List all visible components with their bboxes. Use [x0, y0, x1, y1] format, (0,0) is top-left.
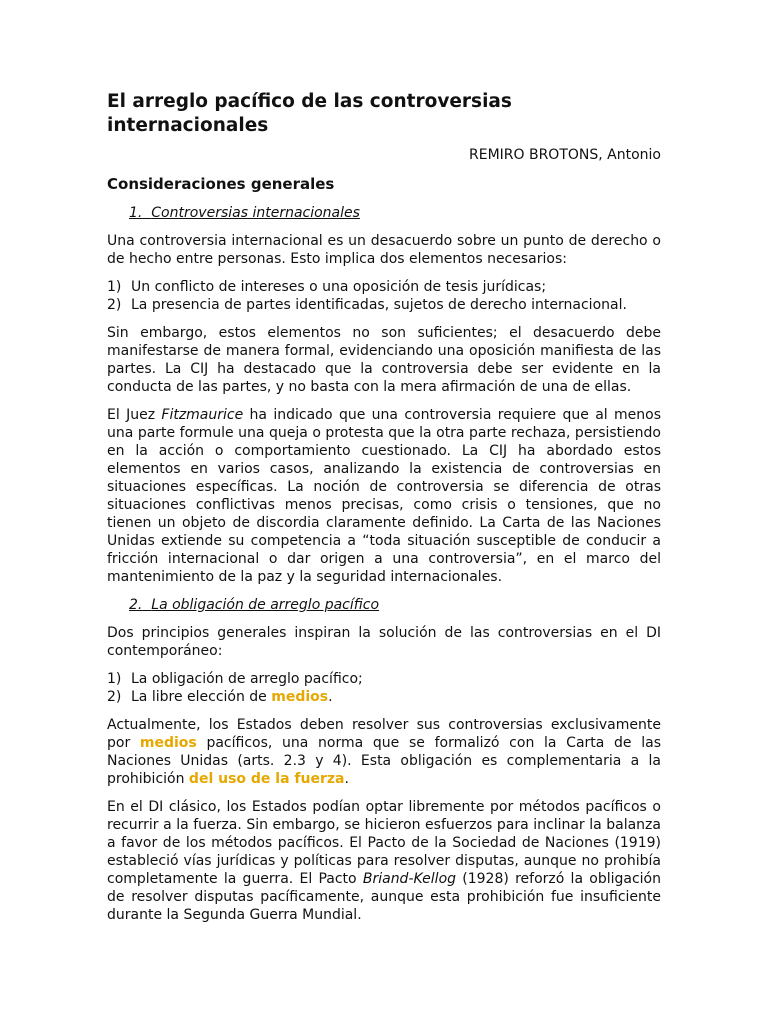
highlighted-link-medios[interactable]: medios [139, 735, 197, 751]
paragraph-5-text-a: Actualmente, los Estados deben resolver sus controversias exclusivamente por [107, 717, 661, 751]
paragraph-5-text-c: . [344, 771, 349, 787]
list-item-text: La libre elección de [131, 689, 272, 705]
document-title: El arreglo pacífico de las controversias internacionales [107, 91, 512, 136]
list-item-text-end: . [328, 689, 333, 705]
section-2-title: La obligación de arreglo pacífico [151, 597, 380, 613]
pact-name: Briand-Kellog [362, 871, 457, 887]
paragraph-6-text-a: En el DI clásico, los Estados podían optar libremente por métodos pacíficos o recurrir a la fuerza. Sin embargo, se hicieron esfuerzos para inclinar la balanza a favor de los métodos pacíficos. El Pacto de la Sociedad de Naciones (1919) estableció vías jurídicas y políticas para resolver disputas, aunque no prohibía completamente la guerra. El Pacto [107, 799, 661, 887]
paragraph-1: Una controversia internacional es un desacuerdo sobre un punto de derecho o de hecho entre personas. Esto implica dos elementos necesarios: [107, 233, 661, 267]
document-body [107, 90, 661, 934]
paragraph-3 [107, 406, 661, 586]
paragraph-5 [107, 716, 661, 788]
list-item-text: Un conflicto de intereses o una oposición de tesis jurídicas; [131, 279, 547, 295]
highlighted-link-uso-fuerza[interactable]: del uso de la fuerza [188, 771, 345, 787]
paragraph-6 [107, 798, 661, 924]
list-1 [107, 278, 661, 314]
highlighted-link-medios[interactable]: medios [271, 689, 329, 705]
list-2 [107, 670, 661, 706]
paragraph-3-text-b: ha indicado que una controversia requiere que al menos una parte formule una queja o protesta que la otra parte rechaza, persistiendo en la acción o comportamiento cuestionado. La CIJ ha abordado estos elementos en varios casos, analizando la existencia de controversias en situaciones específicas. La noción de controversia se diferencia de otras situaciones conflictivas menos precisas, como crisis o tensiones, que no tienen un objeto de discordia claramente definido. La Carta de las Naciones Unidas extiende su competencia a “toda situación susceptible de conducir a fricción internacional o dar origen a una controversia”, en el marco del mantenimiento de la paz y la seguridad internacionales. [107, 407, 661, 585]
list-item-number: 2) [107, 297, 122, 313]
author-line: REMIRO BROTONS, Antonio [469, 147, 661, 163]
list-item-number: 2) [107, 689, 122, 705]
section-2-number: 2. [129, 597, 143, 613]
list-item-number: 1) [107, 671, 122, 687]
paragraph-6-text-b: (1928) reforzó la obligación de resolver disputas pacíficamente, aunque esta prohibición fue insuficiente durante la Segunda Guerra Mundial. [107, 871, 661, 923]
section-1-number: 1. [129, 205, 143, 221]
section-2-heading [129, 596, 661, 614]
list-item [107, 688, 661, 706]
section-1-heading [129, 204, 661, 222]
list-item [107, 278, 661, 296]
paragraph-4: Dos principios generales inspiran la solución de las controversias en el DI contemporáneo: [107, 625, 661, 659]
general-heading: Consideraciones generales [107, 175, 335, 193]
judge-name: Fitzmaurice [161, 407, 244, 423]
list-item-number: 1) [107, 279, 122, 295]
list-item-text: La presencia de partes identificadas, sujetos de derecho internacional. [131, 297, 627, 313]
paragraph-2: Sin embargo, estos elementos no son suficientes; el desacuerdo debe manifestarse de manera formal, evidenciando una oposición manifiesta de las partes. La CIJ ha destacado que la controversia debe ser evidente en la conducta de las partes, y no basta con la mera afirmación de una de ellas. [107, 325, 661, 395]
list-item-text: La obligación de arreglo pacífico; [131, 671, 363, 687]
section-1-title: Controversias internacionales [151, 205, 360, 221]
paragraph-3-text-a: El Juez [107, 407, 162, 423]
paragraph-5-text-b: pacíficos, una norma que se formalizó con la Carta de las Naciones Unidas (arts. 2.3 y 4). Esta obligación es complementaria a la prohibición [107, 735, 661, 787]
list-item [107, 296, 661, 314]
list-item [107, 670, 661, 688]
